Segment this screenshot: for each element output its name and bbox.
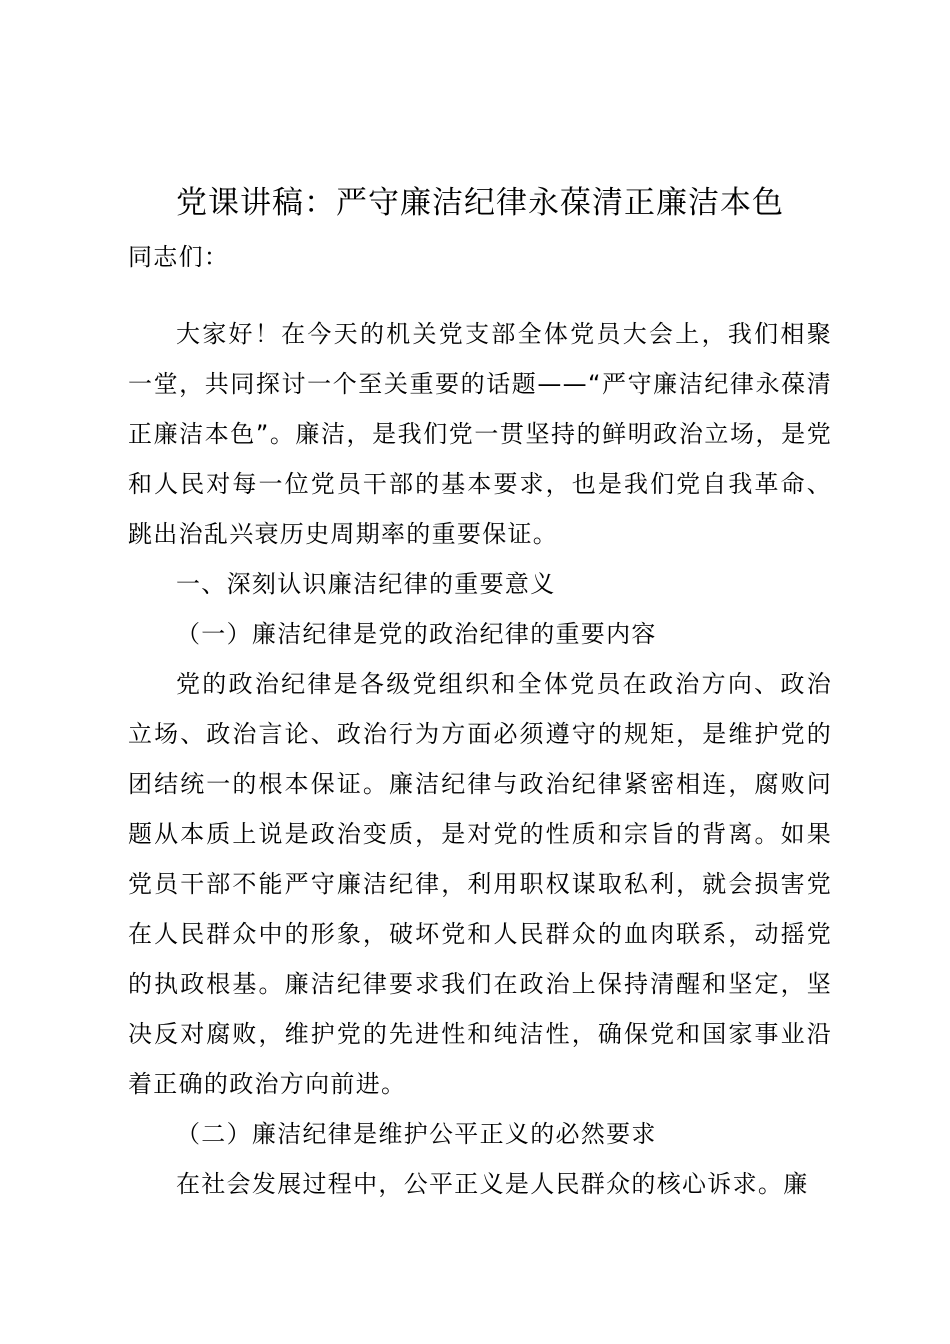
paragraph-political-discipline: 党的政治纪律是各级党组织和全体党员在政治方向、政治立场、政治言论、政治行为方面必须遵守的规矩，是维护党的团结统一的根本保证。廉洁纪律与政治纪律紧密相连，腐败问题从本质上说是政治变质，是对党的性质和宗旨的背离。如果党员干部不能严守廉洁纪律，利用职权谋取私利，就会损害党在人民群众中的形象，破坏党和人民群众的血肉联系，动摇党的执政根基。廉洁纪律要求我们在政治上保持清醒和坚定，坚决反对腐败，维护党的先进性和纯洁性，确保党和国家事业沿着正确的政治方向前进。 [128,670,832,1098]
paragraph-opening: 大家好！在今天的机关党支部全体党员大会上，我们相聚一堂，共同探讨一个至关重要的话题——“严守廉洁纪律永葆清正廉洁本色”。廉洁，是我们党一贯坚持的鲜明政治立场，是党和人民对每一位党员干部的基本要求，也是我们党自我革命、跳出治乱兴衰历史周期率的重要保证。 [128,320,832,548]
salutation: 同志们： [128,243,230,271]
subsection-heading-2: （二）廉洁纪律是维护公平正义的必然要求 [176,1120,657,1148]
paragraph-fairness-justice: 在社会发展过程中，公平正义是人民群众的核心诉求。廉 [176,1170,809,1198]
section-heading-1: 一、深刻认识廉洁纪律的重要意义 [176,570,556,598]
document-body [128,232,832,1209]
document-title: 党课讲稿：严守廉洁纪律永葆清正廉洁本色 [176,185,784,221]
subsection-heading-1: （一）廉洁纪律是党的政治纪律的重要内容 [176,620,657,648]
